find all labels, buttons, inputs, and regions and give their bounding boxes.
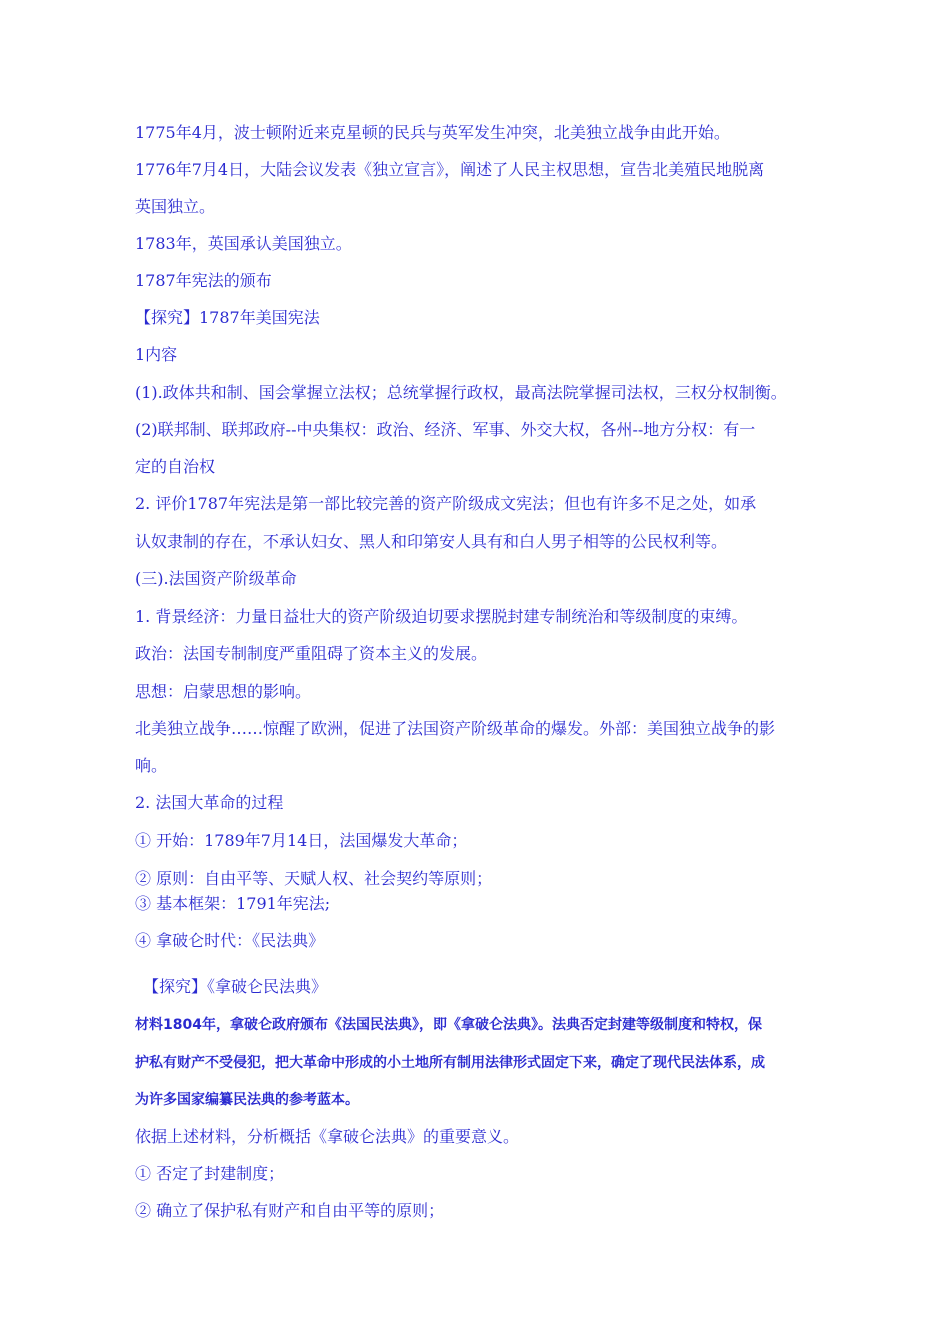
section-heading: (三).法国资产阶级革命 [135, 569, 297, 588]
text-line: 依据上述材料，分析概括《拿破仑法典》的重要意义。 [135, 1127, 520, 1146]
text-line: 1内容 [135, 345, 178, 364]
text-line: 定的自治权 [135, 457, 216, 476]
list-item: ③ 基本框架：1791年宪法; [135, 894, 331, 913]
text-line: 英国独立。 [135, 197, 216, 216]
text-line: 政治：法国专制制度严重阻碍了资本主义的发展。 [135, 644, 488, 663]
text-line: 1. 背景经济：力量日益壮大的资产阶级迫切要求摆脱封建专制统治和等级制度的束缚。 [135, 607, 748, 626]
material-text: 为许多国家编纂民法典的参考蓝本。 [135, 1092, 359, 1108]
list-item: ② 原则：自由平等、天赋人权、社会契约等原则； [135, 869, 493, 888]
list-item: ① 否定了封建制度； [135, 1164, 285, 1183]
section-heading: 【探究】《拿破仑民法典》 [143, 977, 328, 996]
text-line: 思想：启蒙思想的影响。 [135, 682, 312, 701]
text-line: 1787年宪法的颁布 [135, 271, 272, 290]
text-line: 认奴隶制的存在，不承认妇女、黑人和印第安人具有和白人男子相等的公民权利等。 [135, 532, 728, 551]
text-line: 1776年7月4日，大陆会议发表《独立宣言》，阐述了人民主权思想，宣告北美殖民地脱离 [135, 160, 765, 179]
section-heading: 【探究】1787年美国宪法 [135, 308, 320, 327]
material-text: 材料1804年，拿破仑政府颁布《法国民法典》，即《拿破仑法典》。法典否定封建等级制度和特权，保 [135, 1017, 762, 1033]
text-line: 北美独立战争……惊醒了欧洲，促进了法国资产阶级革命的爆发。外部：美国独立战争的影 [135, 719, 776, 738]
text-line: 1775年4月，波士顿附近来克星顿的民兵与英军发生冲突，北美独立战争由此开始。 [135, 123, 730, 142]
material-text: 护私有财产不受侵犯，把大革命中形成的小土地所有制用法律形式固定下来，确定了现代民法体系，成 [135, 1055, 765, 1071]
list-item: ④ 拿破仑时代：《民法典》 [135, 931, 325, 950]
text-line: 1783年，英国承认美国独立。 [135, 234, 352, 253]
list-item: ① 开始：1789年7月14日，法国爆发大革命； [135, 831, 468, 850]
text-line: 2. 法国大革命的过程 [135, 793, 284, 812]
text-line: 2. 评价1787年宪法是第一部比较完善的资产阶级成文宪法；但也有许多不足之处，如承 [135, 494, 757, 513]
text-line: (2)联邦制、联邦政府--中央集权：政治、经济、军事、外交大权，各州--地方分权：有一 [135, 420, 756, 439]
list-item: ② 确立了保护私有财产和自由平等的原则； [135, 1201, 445, 1220]
text-line: (1).政体共和制、国会掌握立法权；总统掌握行政权，最高法院掌握司法权，三权分权制衡。 [135, 383, 787, 402]
text-line: 响。 [135, 756, 168, 775]
